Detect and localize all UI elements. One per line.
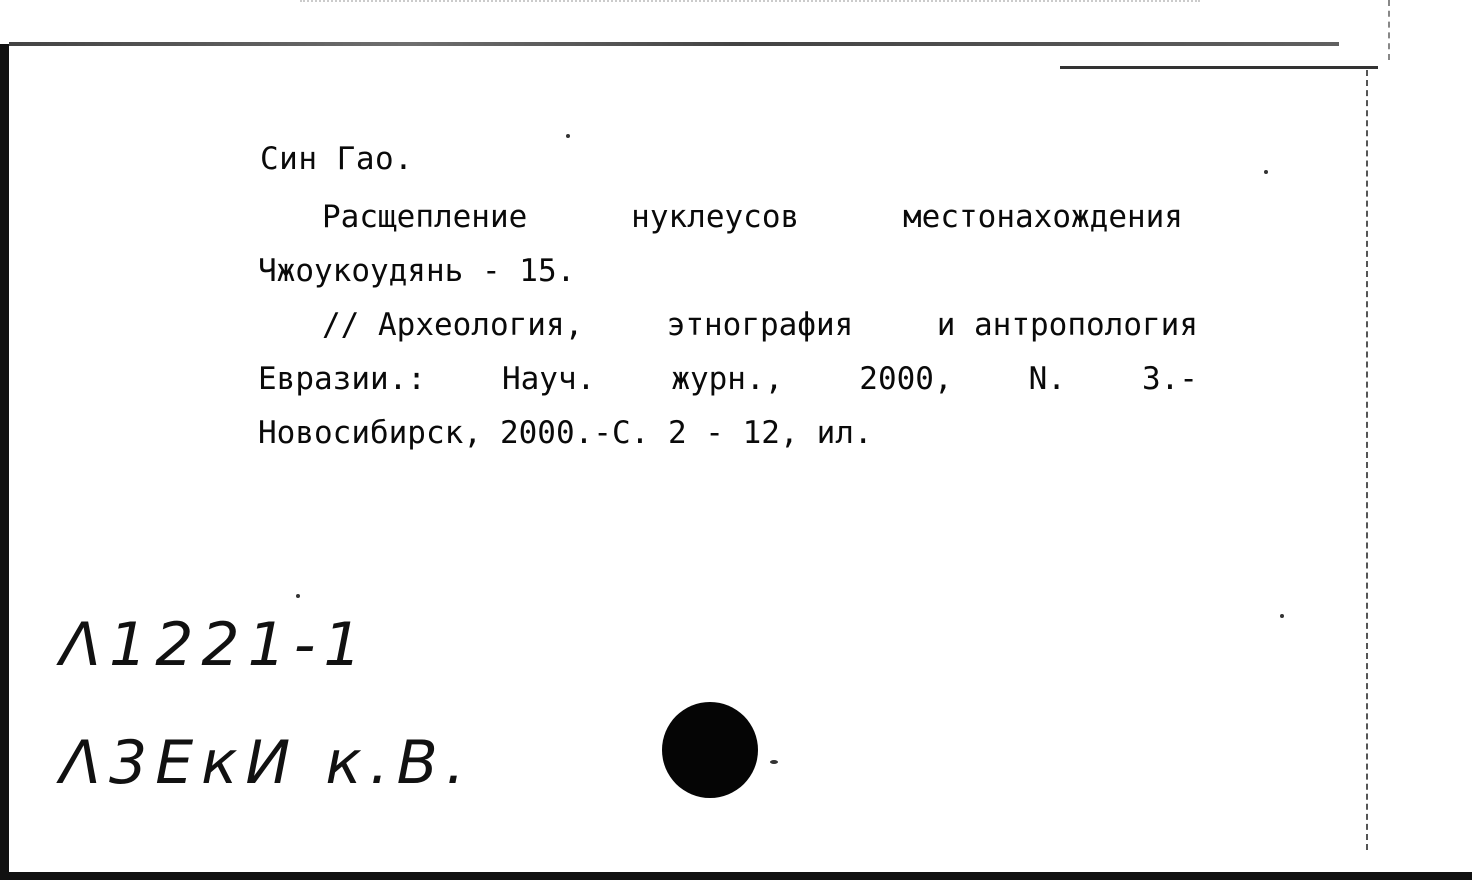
punch-hole [662,702,758,798]
source-word: журн., [671,361,784,397]
title-word: Расщепление [322,199,528,235]
scan-speck [296,594,300,598]
source-line-1 [258,298,1198,352]
source-word: 2000, [859,361,953,397]
card-right-edge [1366,70,1370,850]
card-top-edge [9,42,1339,46]
source-word: и антропология [936,307,1198,343]
source-word: 3.- [1141,361,1198,397]
scan-speck [770,760,778,764]
card-right-outer-edge [1388,0,1391,60]
title-block [258,190,1183,298]
source-block [258,298,1198,460]
scan-speck [1264,170,1268,174]
source-word: 2000.-С. 2 - 12, [499,415,799,451]
source-word: Новосибирск, [258,415,482,451]
source-line-3 [258,406,1198,460]
source-word: этнография [666,307,854,343]
source-line-2 [258,352,1198,406]
title-line-2 [258,244,1183,298]
scan-speck [566,134,570,138]
card-top-right-edge [1060,66,1378,69]
source-word: Науч. [501,361,596,397]
source-word: ил. [816,415,873,451]
title-word: Чжоукоудянь - 15. [258,253,576,289]
title-line-1 [258,190,1183,244]
source-word: Евразии.: [258,361,426,397]
handwritten-shelf-code: Λ1221-1 [60,610,370,680]
source-word: // Археология, [322,307,584,343]
scan-speck [1280,614,1284,618]
author-name: Син Гао. [260,141,414,177]
handwritten-location-mark: Λ3ЕкИ к.В. [60,728,473,798]
card-bottom-edge [0,872,1472,880]
card-left-edge [0,44,9,880]
title-word: нуклеусов [631,199,800,235]
title-word: местонахождения [903,199,1183,235]
source-word: N. [1028,361,1066,397]
scan-noise-top [300,0,1200,14]
